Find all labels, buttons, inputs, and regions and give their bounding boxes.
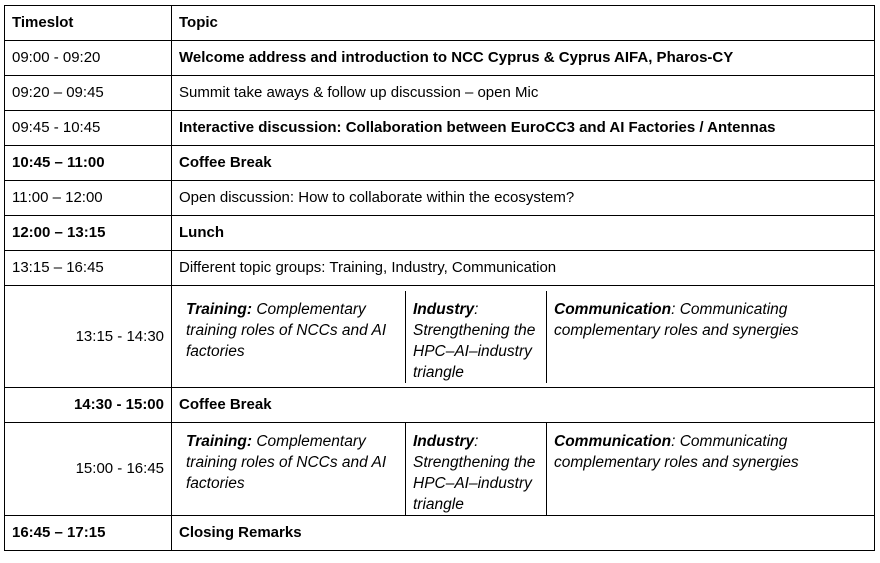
row-time: 09:00 - 09:20 — [5, 41, 172, 76]
row-topic: Open discussion: How to collaborate within the ecosystem? — [172, 181, 875, 216]
row-topic: Summit take aways & follow up discussion – open Mic — [172, 76, 875, 111]
session-time: 15:00 - 16:45 — [5, 423, 172, 516]
communication-text: : Communicating complementary roles and synergies — [554, 433, 799, 471]
industry-label: Industry — [413, 300, 475, 318]
industry-text: : Strengthening the HPC–AI–industry triangle — [413, 300, 536, 381]
table-row — [5, 251, 875, 286]
industry-group — [406, 291, 547, 383]
table-row — [5, 76, 875, 111]
training-group — [179, 291, 406, 383]
communication-text: : Communicating complementary roles and synergies — [554, 300, 799, 339]
training-text: Complementary training roles of NCCs and AI factories — [186, 300, 387, 360]
groups-table — [179, 291, 867, 383]
communication-group — [547, 423, 868, 515]
header-row — [5, 6, 875, 41]
groups-table — [179, 423, 867, 515]
industry-label: Industry — [413, 433, 475, 450]
row-topic: Closing Remarks — [172, 516, 875, 551]
row-time: 13:15 – 16:45 — [5, 251, 172, 286]
training-group — [179, 423, 406, 515]
industry-text: : Strengthening the HPC–AI–industry triangle — [413, 433, 536, 513]
industry-group — [406, 423, 547, 515]
row-time: 12:00 – 13:15 — [5, 216, 172, 251]
row-time: 11:00 – 12:00 — [5, 181, 172, 216]
table-row — [5, 111, 875, 146]
communication-label: Communication — [554, 433, 672, 450]
session-groups — [172, 286, 875, 388]
training-label: Training: — [186, 300, 253, 318]
training-text: Complementary training roles of NCCs and AI factories — [186, 433, 387, 492]
training-label: Training: — [186, 433, 253, 450]
session-groups — [172, 423, 875, 516]
session-time: 13:15 - 14:30 — [5, 286, 172, 388]
row-topic: Different topic groups: Training, Industry, Communication — [172, 251, 875, 286]
row-topic: Interactive discussion: Collaboration between EuroCC3 and AI Factories / Antennas — [172, 111, 875, 146]
session-row-2 — [5, 423, 875, 516]
row-topic: Welcome address and introduction to NCC Cyprus & Cyprus AIFA, Pharos-CY — [172, 41, 875, 76]
row-time: 09:45 - 10:45 — [5, 111, 172, 146]
row-time: 09:20 – 09:45 — [5, 76, 172, 111]
header-timeslot: Timeslot — [5, 6, 172, 41]
row-topic: Coffee Break — [172, 388, 875, 423]
row-topic: Coffee Break — [172, 146, 875, 181]
communication-group — [547, 291, 868, 383]
row-time: 10:45 – 11:00 — [5, 146, 172, 181]
table-row — [5, 41, 875, 76]
session-row-1 — [5, 286, 875, 388]
header-topic: Topic — [172, 6, 875, 41]
row-time: 14:30 - 15:00 — [5, 388, 172, 423]
table-row — [5, 181, 875, 216]
table-row — [5, 216, 875, 251]
row-topic: Lunch — [172, 216, 875, 251]
agenda-table — [4, 5, 875, 551]
table-row — [5, 516, 875, 551]
communication-label: Communication — [554, 300, 672, 318]
table-row — [5, 146, 875, 181]
table-row — [5, 388, 875, 423]
row-time: 16:45 – 17:15 — [5, 516, 172, 551]
